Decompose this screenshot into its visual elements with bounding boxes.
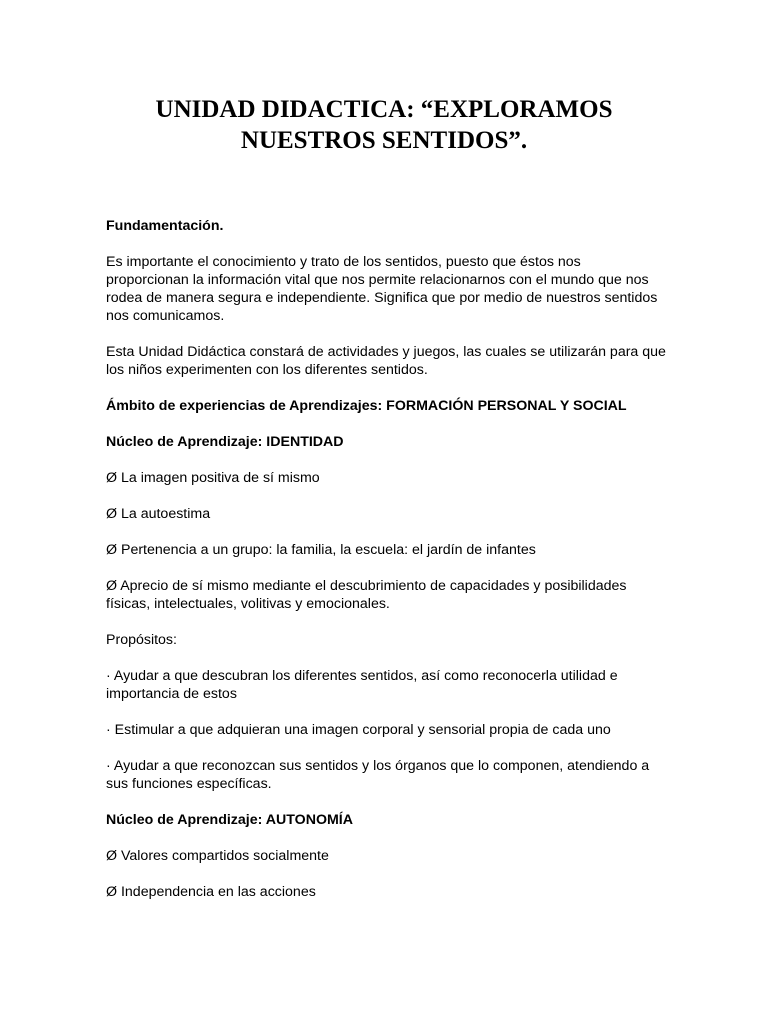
fundamentacion-paragraph-2: Esta Unidad Didáctica constará de actividades y juegos, las cuales se utilizarán para que los niños experimenten con los diferentes sentidos. [106,344,666,378]
proposito-item: · Estimular a que adquieran una imagen corporal y sensorial propia de cada uno [106,722,611,738]
title-line-2: NUESTROS SENTIDOS”. [240,127,528,154]
autonomia-item: Ø Valores compartidos socialmente [106,848,329,864]
fundamentacion-heading: Fundamentación. [106,218,224,234]
title-line-1: UNIDAD DIDACTICA: “EXPLORAMOS [155,96,613,123]
identidad-item: Ø Aprecio de sí mismo mediante el descubrimiento de capacidades y posibilidades físicas, intelectuales, volitivas y emocionales. [106,578,627,612]
ambito-heading: Ámbito de experiencias de Aprendizajes: FORMACIÓN PERSONAL Y SOCIAL [106,398,627,414]
document-body [106,217,666,901]
nucleo-identidad-heading: Núcleo de Aprendizaje: IDENTIDAD [106,434,344,450]
identidad-item: Ø La imagen positiva de sí mismo [106,470,320,486]
propositos-label: Propósitos: [106,632,177,648]
fundamentacion-paragraph-1: Es importante el conocimiento y trato de los sentidos, puesto que éstos nos proporcionan la información vital que nos permite relacionarnos con el mundo que nos rodea de manera segura e independiente. Significa que por medio de nuestros sentidos nos comunicamos. [106,254,658,324]
document-title [80,94,688,156]
proposito-item: · Ayudar a que reconozcan sus sentidos y los órganos que lo componen, atendiendo a sus funciones específicas. [106,758,650,792]
nucleo-autonomia-heading: Núcleo de Aprendizaje: AUTONOMÍA [106,812,353,828]
proposito-item: · Ayudar a que descubran los diferentes sentidos, así como reconocerla utilidad e importancia de estos [106,668,618,702]
autonomia-item: Ø Independencia en las acciones [106,884,316,900]
identidad-item: Ø La autoestima [106,506,211,522]
identidad-item: Ø Pertenencia a un grupo: la familia, la escuela: el jardín de infantes [106,542,536,558]
